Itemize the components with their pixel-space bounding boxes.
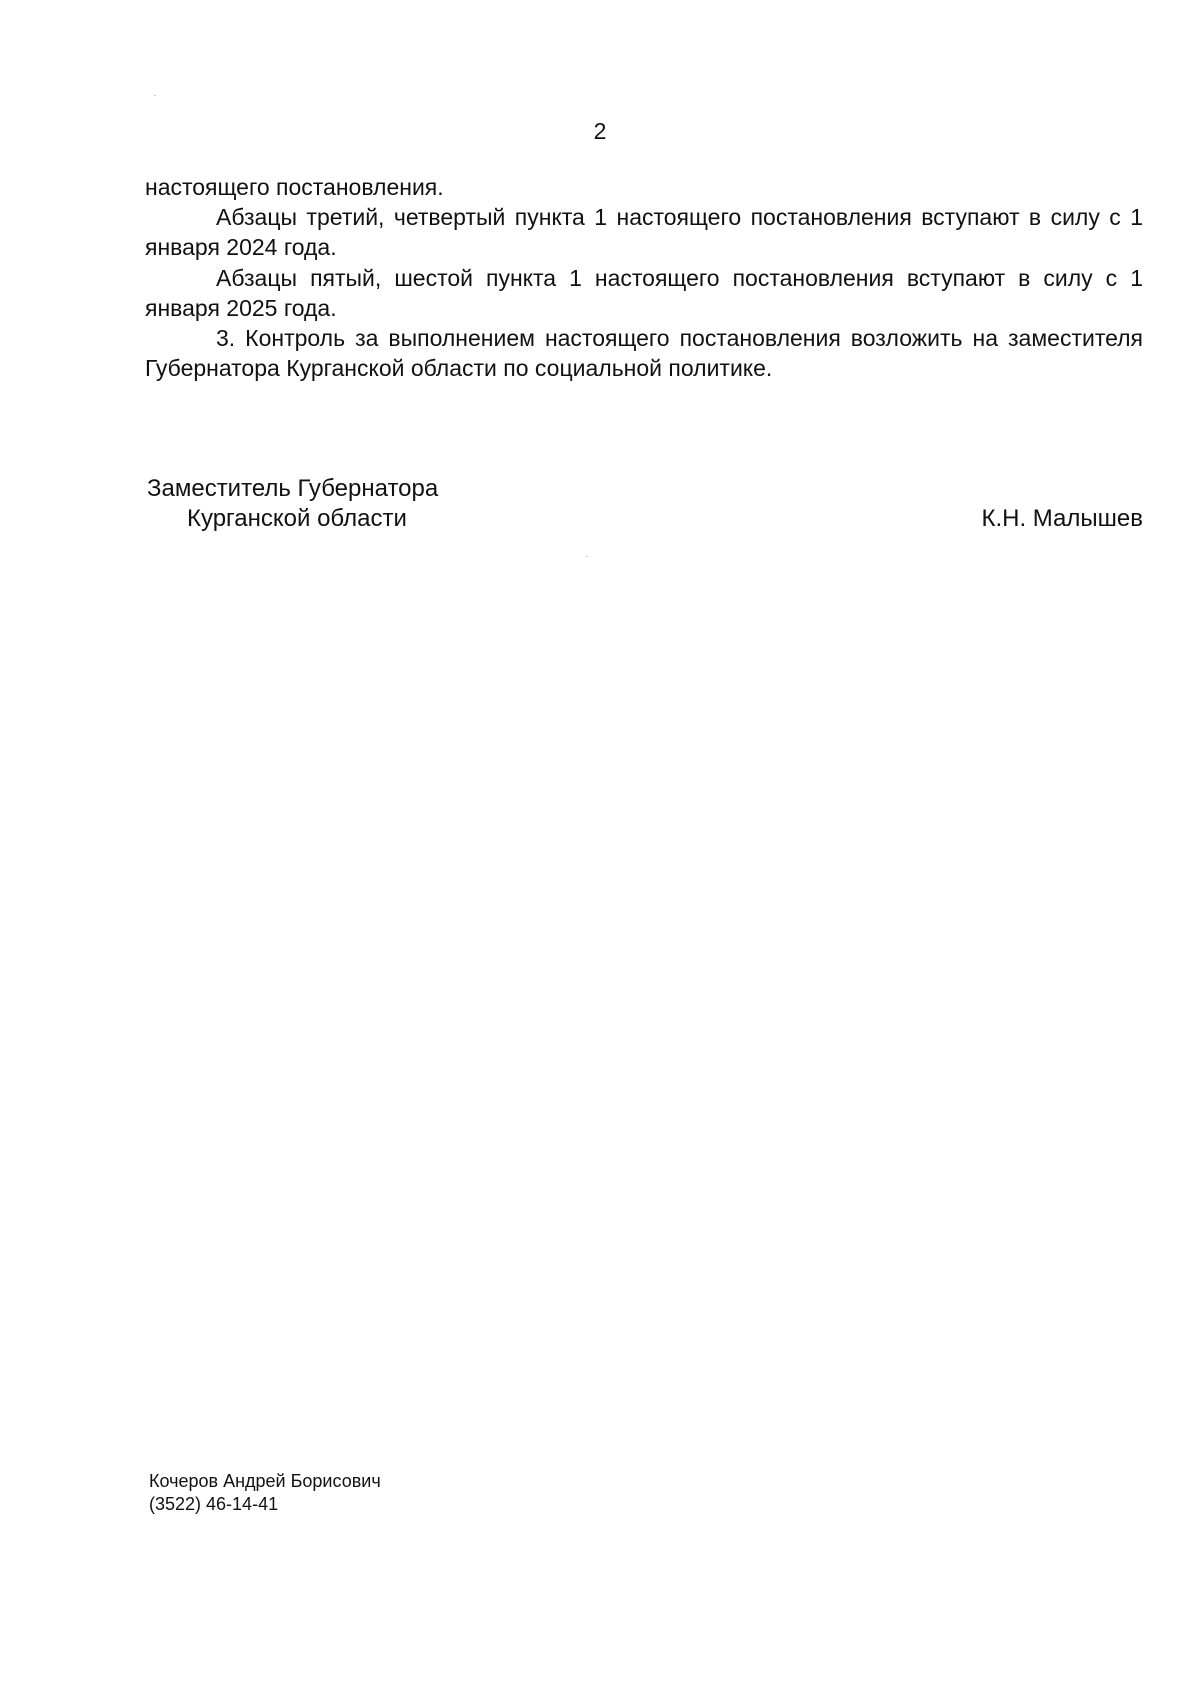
executor-phone: (3522) 46-14-41 — [149, 1494, 279, 1514]
paragraph-control-clause: 3. Контроль за выполнением настоящего постановления возложить на заместителя Губернатора Курганской области по социальной политике. — [145, 325, 1143, 382]
paragraph-effective-2025: Абзацы пятый, шестой пункта 1 настоящего постановления вступают в силу с 1 января 2025 года. — [145, 264, 1143, 321]
signatory-title-line1: Заместитель Губернатора — [147, 475, 439, 502]
signatory-name: К.Н. Малышев — [981, 505, 1143, 532]
document-body — [145, 172, 1143, 383]
scan-speck — [586, 556, 588, 557]
paragraph-effective-2024: Абзацы третий, четвертый пункта 1 настоящего постановления вступают в силу с 1 января 2024 года. — [145, 204, 1143, 261]
signatory-title-line2: Курганской области — [187, 505, 407, 532]
executor-name: Кочеров Андрей Борисович — [149, 1471, 381, 1491]
executor-info — [149, 1470, 381, 1516]
page-number: 2 — [593, 118, 607, 144]
paragraph-continuation: настоящего постановления. — [145, 174, 444, 200]
signature-block — [147, 474, 1143, 534]
scan-speck — [154, 95, 156, 96]
